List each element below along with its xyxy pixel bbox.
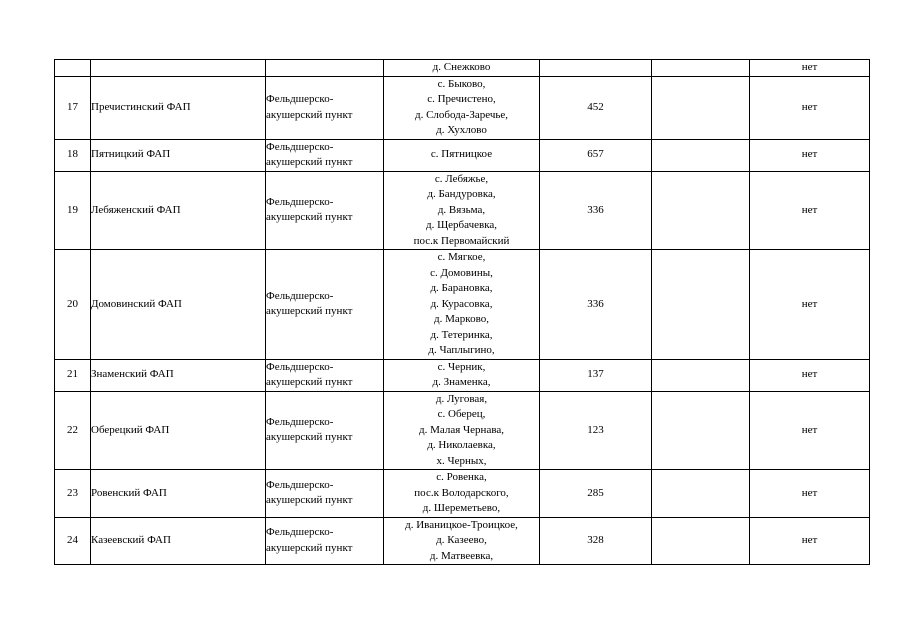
settlement-item: д. Малая Чернава, bbox=[418, 423, 505, 436]
settlement-item: д. Щербачевка, bbox=[425, 219, 498, 231]
facility-type-line: акушерский пункт bbox=[266, 376, 353, 388]
settlements-list bbox=[384, 470, 540, 518]
settlement-item: д. Бандуровка, bbox=[427, 188, 496, 200]
facility-type-line: Фельдшерско- bbox=[266, 289, 334, 302]
settlement-item: д. Курасовка, bbox=[430, 297, 493, 310]
row-number: 19 bbox=[55, 171, 91, 250]
row-number: 21 bbox=[55, 359, 91, 391]
settlement-item: с. Оберец, bbox=[437, 408, 486, 420]
empty-cell bbox=[652, 391, 750, 470]
row-number: 23 bbox=[55, 470, 91, 518]
settlement-item: с. Домовины, bbox=[430, 266, 493, 279]
facility-type bbox=[266, 60, 384, 77]
status-value: нет bbox=[750, 391, 870, 470]
settlement-item: д. Снежково bbox=[432, 61, 491, 73]
facility-name: Пятницкий ФАП bbox=[91, 139, 266, 171]
empty-cell bbox=[652, 60, 750, 77]
population-value: 336 bbox=[540, 171, 652, 250]
row-number: 22 bbox=[55, 391, 91, 470]
status-value: нет bbox=[750, 470, 870, 518]
table-row bbox=[55, 359, 870, 391]
settlement-item: д. Иваницкое-Троицкое, bbox=[405, 518, 518, 531]
facility-type bbox=[266, 76, 384, 139]
row-number: 20 bbox=[55, 250, 91, 360]
status-value: нет bbox=[750, 517, 870, 565]
population-value: 452 bbox=[540, 76, 652, 139]
facility-type-line: акушерский пункт bbox=[266, 108, 353, 121]
row-number: 18 bbox=[55, 139, 91, 171]
settlement-item: х. Черных, bbox=[436, 454, 487, 467]
table-row bbox=[55, 60, 870, 77]
facility-type bbox=[266, 470, 384, 518]
empty-cell bbox=[652, 359, 750, 391]
table-row bbox=[55, 470, 870, 518]
facility-name: Домовинский ФАП bbox=[91, 250, 266, 360]
settlement-item: д. Матвеевка, bbox=[429, 549, 494, 562]
facility-type-line: Фельдшерско- bbox=[266, 93, 334, 105]
status-value: нет bbox=[750, 250, 870, 360]
facility-name: Ровенский ФАП bbox=[91, 470, 266, 518]
status-value: нет bbox=[750, 359, 870, 391]
table-row bbox=[55, 517, 870, 565]
settlements-list bbox=[384, 76, 540, 139]
facilities-table bbox=[54, 59, 870, 565]
population-value: 657 bbox=[540, 139, 652, 171]
settlement-item: д. Чаплыгино, bbox=[428, 344, 495, 356]
population-value: 123 bbox=[540, 391, 652, 470]
settlement-item: с. Черник, bbox=[437, 360, 486, 373]
empty-cell bbox=[652, 470, 750, 518]
settlement-item: д. Барановка, bbox=[430, 282, 493, 294]
population-value: 285 bbox=[540, 470, 652, 518]
facility-name: Оберецкий ФАП bbox=[91, 391, 266, 470]
facility-type-line: Фельдшерско- bbox=[266, 195, 334, 208]
settlement-item: д. Слобода-Заречье, bbox=[414, 108, 509, 121]
facility-type bbox=[266, 391, 384, 470]
settlement-item: с. Мягкое, bbox=[437, 251, 486, 263]
facility-type-line: акушерский пункт bbox=[266, 541, 353, 554]
table-row bbox=[55, 171, 870, 250]
empty-cell bbox=[652, 76, 750, 139]
population-value: 137 bbox=[540, 359, 652, 391]
settlement-item: с. Ровенка, bbox=[436, 471, 487, 483]
settlement-item: д. Николаевка, bbox=[427, 439, 496, 451]
settlement-item: д. Вязьма, bbox=[437, 203, 486, 216]
facility-name bbox=[91, 60, 266, 77]
facility-type-line: акушерский пункт bbox=[266, 156, 353, 168]
table-row bbox=[55, 76, 870, 139]
settlement-item: с. Быково, bbox=[437, 77, 486, 90]
facility-type-line: акушерский пункт bbox=[266, 305, 353, 318]
status-value: нет bbox=[750, 76, 870, 139]
facility-type bbox=[266, 517, 384, 565]
row-number bbox=[55, 60, 91, 77]
settlements-list bbox=[384, 359, 540, 391]
facility-type-line: акушерский пункт bbox=[266, 494, 353, 507]
table-row bbox=[55, 139, 870, 171]
settlement-item: пос.к Володарского, bbox=[414, 486, 509, 499]
settlement-item: с. Лебяжье, bbox=[434, 172, 489, 185]
settlements-list bbox=[384, 171, 540, 250]
row-number: 24 bbox=[55, 517, 91, 565]
settlement-item: д. Марково, bbox=[434, 313, 489, 325]
row-number: 17 bbox=[55, 76, 91, 139]
population-value: 328 bbox=[540, 517, 652, 565]
population-value bbox=[540, 60, 652, 77]
settlement-item: д. Луговая, bbox=[435, 392, 488, 405]
status-value: нет bbox=[750, 60, 870, 77]
settlements-list bbox=[384, 250, 540, 360]
facility-type bbox=[266, 171, 384, 250]
settlement-item: д. Хухлово bbox=[436, 124, 487, 136]
settlement-item: пос.к Первомайский bbox=[413, 234, 510, 247]
table-row bbox=[55, 250, 870, 360]
table-body bbox=[55, 60, 870, 565]
facility-type-line: Фельдшерско- bbox=[266, 478, 334, 491]
settlements-list bbox=[384, 391, 540, 470]
settlements-list bbox=[384, 139, 540, 171]
settlement-item: д. Тетеринка, bbox=[430, 328, 493, 341]
empty-cell bbox=[652, 171, 750, 250]
settlements-list bbox=[384, 517, 540, 565]
settlement-item: д. Казеево, bbox=[436, 534, 487, 546]
empty-cell bbox=[652, 250, 750, 360]
facility-type-line: Фельдшерско- bbox=[266, 140, 334, 153]
facility-type bbox=[266, 250, 384, 360]
facility-name: Лебяженский ФАП bbox=[91, 171, 266, 250]
facility-type bbox=[266, 359, 384, 391]
facility-type-line: Фельдшерско- bbox=[266, 415, 334, 428]
facility-type-line: акушерский пункт bbox=[266, 431, 353, 444]
settlements-list bbox=[384, 60, 540, 77]
settlement-item: д. Знаменка, bbox=[432, 376, 491, 388]
facility-name: Пречистинский ФАП bbox=[91, 76, 266, 139]
status-value: нет bbox=[750, 171, 870, 250]
facility-type-line: Фельдшерско- bbox=[266, 526, 334, 539]
status-value: нет bbox=[750, 139, 870, 171]
facility-name: Казеевский ФАП bbox=[91, 517, 266, 565]
settlement-item: с. Пятницкое bbox=[430, 148, 493, 161]
settlement-item: с. Пречистено, bbox=[427, 93, 496, 105]
facility-name: Знаменский ФАП bbox=[91, 359, 266, 391]
facility-type bbox=[266, 139, 384, 171]
facility-type-line: акушерский пункт bbox=[266, 211, 353, 224]
population-value: 336 bbox=[540, 250, 652, 360]
empty-cell bbox=[652, 517, 750, 565]
settlement-item: д. Шереметьево, bbox=[422, 502, 501, 514]
empty-cell bbox=[652, 139, 750, 171]
facility-type-line: Фельдшерско- bbox=[266, 360, 334, 373]
table-row bbox=[55, 391, 870, 470]
